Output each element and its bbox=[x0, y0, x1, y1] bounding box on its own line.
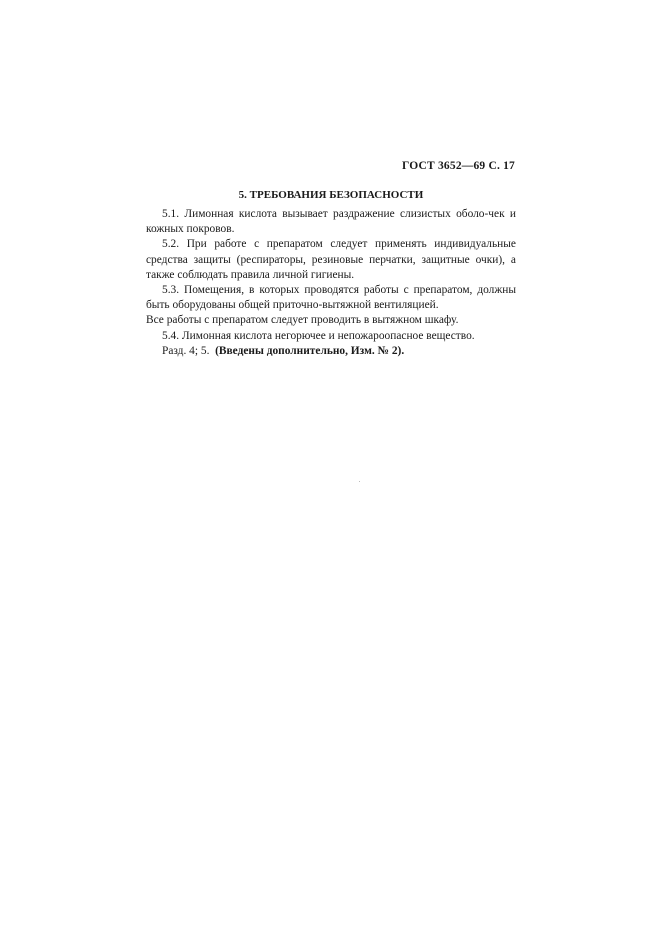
page-header: ГОСТ 3652—69 С. 17 bbox=[402, 160, 515, 172]
paragraph-5-1: 5.1. Лимонная кислота вызывает раздражение слизистых оболо-чек и кожных покровов. bbox=[146, 208, 516, 236]
section-body bbox=[146, 207, 516, 359]
scan-speck bbox=[359, 481, 360, 482]
amendment-note-text: (Введены дополнительно, Изм. № 2). bbox=[215, 344, 405, 357]
paragraph-5-3: 5.3. Помещения, в которых проводятся работы с препаратом, должны быть оборудованы общей приточно-вытяжной вентиляцией. bbox=[146, 284, 516, 312]
amendment-note-prefix: Разд. 4; 5. bbox=[162, 344, 210, 357]
paragraph-5-2: 5.2. При работе с препаратом следует применять индивидуальные средства защиты (респираторы, резиновые перчатки, защитные очки), а также соблюдать правила личной гигиены. bbox=[146, 238, 516, 281]
paragraph-5-3-continued: Все работы с препаратом следует проводить в вытяжном шкафу. bbox=[146, 314, 459, 327]
section-title: 5. ТРЕБОВАНИЯ БЕЗОПАСНОСТИ bbox=[238, 189, 424, 201]
amendment-note bbox=[146, 344, 516, 359]
paragraph-5-4: 5.4. Лимонная кислота негорючее и непожароопасное вещество. bbox=[162, 329, 475, 342]
